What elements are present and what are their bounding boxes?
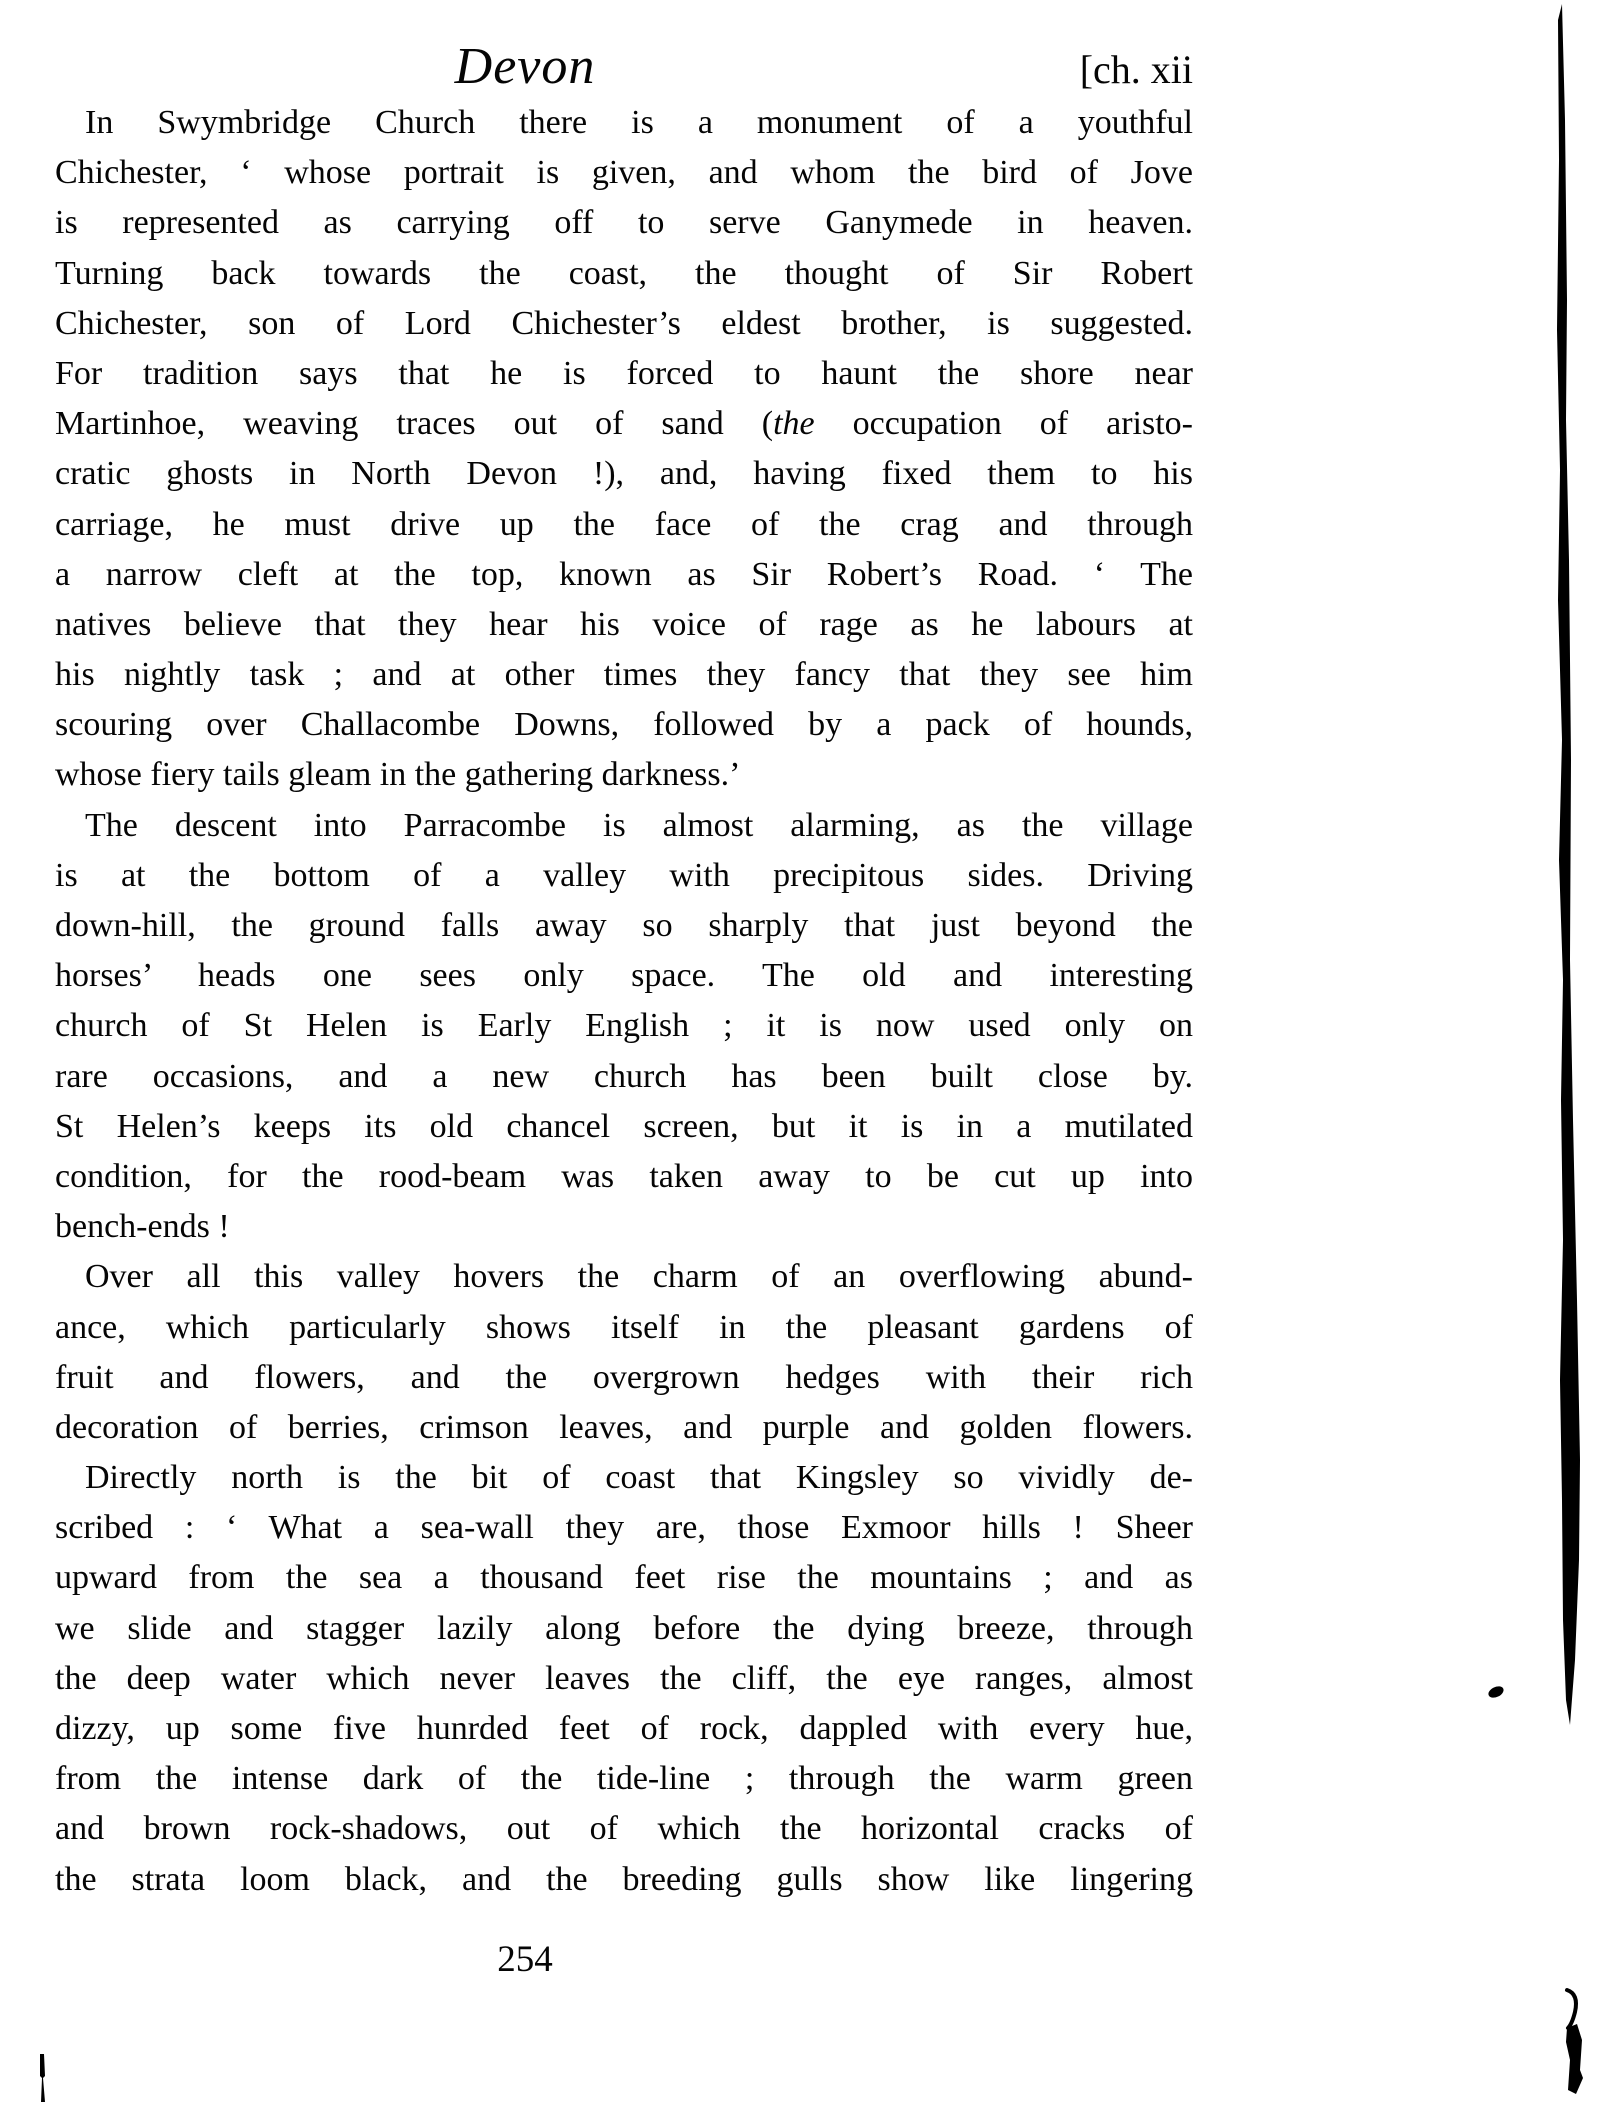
text-line: Turning back towards the coast, the thought of Sir Robert [55,254,1193,292]
text-line: a narrow cleft at the top, known as Sir Robert’s Road. ‘ The [55,555,1193,593]
text-line: In Swymbridge Church there is a monument of a youthful [85,104,1193,141]
text-line: we slide and stagger lazily along before the dying breeze, through [55,1609,1193,1647]
text-line: scribed : ‘ What a sea-wall they are, those Exmoor hills ! Sheer [55,1509,1193,1547]
text-line: Martinhoe, weaving traces out of sand (the occupation of aristo- [55,405,1193,443]
text-line: from the intense dark of the tide-line ; through the warm green [55,1760,1193,1798]
page-title: Devon [454,38,596,95]
scan-artifact-speck [1487,1684,1506,1700]
text-line: rare occasions, and a new church has been built close by. [55,1057,1193,1095]
text-line: and brown rock-shadows, out of which the horizontal cracks of [55,1810,1193,1848]
text-line: whose fiery tails gleam in the gathering darkness.’ [55,756,741,794]
text-line: ance, which particularly shows itself in the pleasant gardens of [55,1308,1193,1346]
text-line: Chichester, son of Lord Chichester’s eldest brother, is suggested. [55,304,1193,342]
scan-artifact-right-line [1557,4,1580,1725]
text-line: upward from the sea a thousand feet rise the mountains ; and as [55,1559,1193,1597]
text-line: carriage, he must drive up the face of the crag and through [55,505,1193,543]
scan-artifact-curve-mark [1567,1990,1576,2028]
text-line: down-hill, the ground falls away so sharply that just beyond the [55,907,1193,944]
chapter-label: [ch. xii [1079,47,1193,92]
text-line: the deep water which never leaves the cliff, the eye ranges, almost [55,1659,1193,1697]
text-line: fruit and flowers, and the overgrown hedges with their rich [55,1358,1193,1396]
text-line: is represented as carrying off to serve Ganymede in heaven. [55,204,1193,242]
text-line: Directly north is the bit of coast that Kingsley so vividly de- [85,1459,1193,1497]
text-line: horses’ heads one sees only space. The old and interesting [55,957,1193,995]
text-line: decoration of berries, crimson leaves, and purple and golden flowers. [55,1408,1193,1446]
scan-artifact-blob [1566,2024,1583,2094]
text-block [55,36,1193,1980]
page-number: 254 [497,1939,553,1980]
text-line: St Helen’s keeps its old chancel screen, but it is in a mutilated [55,1107,1193,1145]
text-line: Over all this valley hovers the charm of an overflowing abund- [85,1258,1193,1296]
scan-artifact-bottom-left-line [40,2054,45,2102]
text-line: condition, for the rood-beam was taken away to be cut up into [55,1157,1193,1195]
text-line: church of St Helen is Early English ; it is now used only on [55,1007,1193,1045]
page-header [55,36,1193,98]
text-line: the strata loom black, and the breeding gulls show like lingering [55,1860,1193,1898]
page-footer [497,1938,553,1981]
text-line: For tradition says that he is forced to haunt the shore near [55,354,1193,392]
text-line: dizzy, up some five hunrded feet of rock, dappled with every hue, [55,1710,1193,1747]
text-line: cratic ghosts in North Devon !), and, having fixed them to his [55,455,1193,493]
text-line: bench-ends ! [55,1208,230,1246]
body-text [55,98,1193,1905]
text-line: is at the bottom of a valley with precipitous sides. Driving [55,856,1193,894]
text-line: his nightly task ; and at other times they fancy that they see him [55,656,1193,694]
text-line: The descent into Parracombe is almost alarming, as the village [85,806,1193,844]
text-line: Chichester, ‘ whose portrait is given, and whom the bird of Jove [55,154,1193,192]
text-line: natives believe that they hear his voice of rage as he labours at [55,605,1193,643]
text-line: scouring over Challacombe Downs, followed by a pack of hounds, [55,706,1193,744]
